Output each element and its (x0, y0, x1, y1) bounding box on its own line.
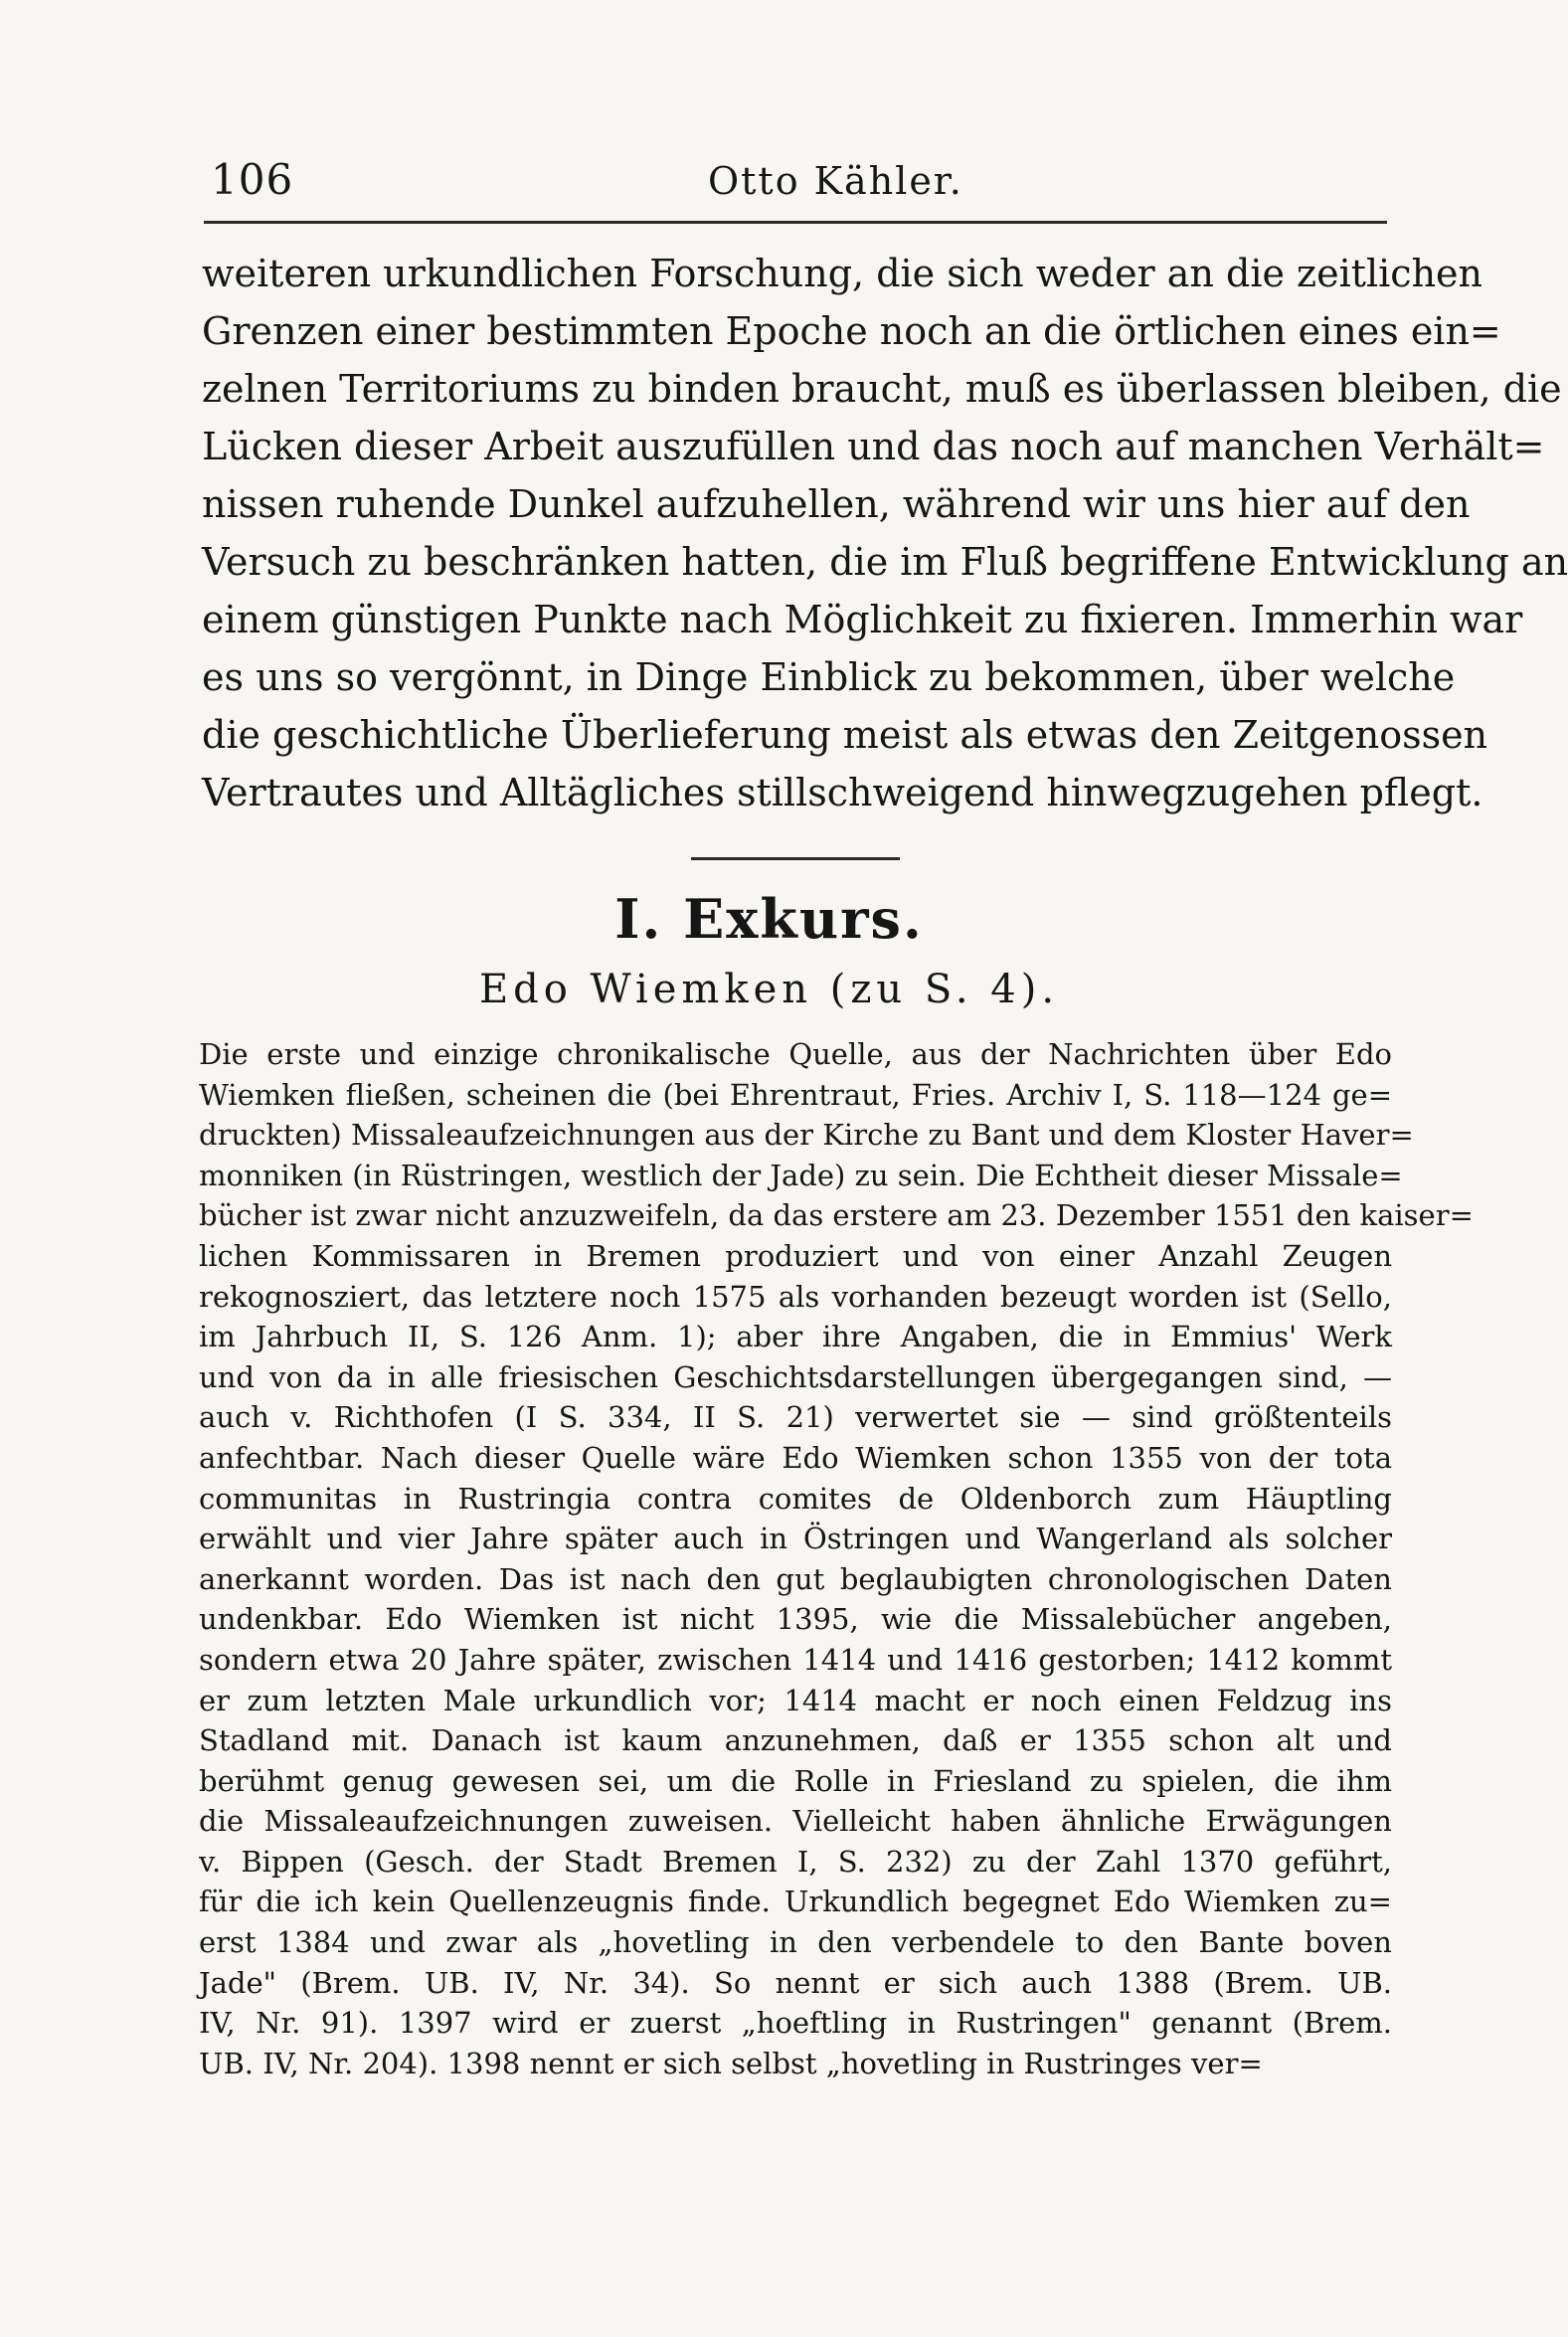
excursus-paragraph (199, 1034, 1474, 2083)
excursus-title: I. Exkurs. (614, 887, 924, 951)
excursus-line: und von da in alle friesischen Geschichtsdarstellungen übergegangen sind, — (199, 1359, 1392, 1394)
text-line: weiteren urkundlichen Forschung, die sich weder an die zeitlichen (202, 252, 1483, 295)
text-line: Grenzen einer bestimmten Epoche noch an die örtlichen eines ein= (202, 309, 1501, 353)
excursus-line: sondern etwa 20 Jahre später, zwischen 1414 und 1416 gestorben; 1412 kommt (199, 1642, 1392, 1677)
excursus-line: Stadland mit. Danach ist kaum anzunehmen, daß er 1355 schon alt und (199, 1723, 1392, 1758)
text-line: Lücken dieser Arbeit auszufüllen und das noch auf manchen Verhält= (202, 425, 1545, 468)
excursus-line: undenkbar. Edo Wiemken ist nicht 1395, wie die Missalebücher angeben, (199, 1602, 1392, 1637)
text-line: Vertrautes und Alltägliches stillschweigend hinwegzugehen pflegt. (202, 771, 1483, 814)
page-number: 106 (211, 155, 294, 204)
text-line: Versuch zu beschränken hatten, die im Fluß begriffene Entwicklung an (202, 540, 1568, 584)
section-divider (691, 857, 900, 860)
excursus-line: monniken (in Rüstringen, westlich der Jade) zu sein. Die Echtheit dieser Missale= (199, 1158, 1403, 1192)
excursus-line: er zum letzten Male urkundlich vor; 1414 macht er noch einen Feldzug ins (199, 1683, 1392, 1717)
excursus-line: für die ich kein Quellenzeugnis finde. Urkundlich begegnet Edo Wiemken zu= (199, 1885, 1392, 1919)
excursus-line: druckten) Missaleaufzeichnungen aus der Kirche zu Bant und dem Kloster Haver= (199, 1118, 1414, 1153)
excursus-line: anfechtbar. Nach dieser Quelle wäre Edo Wiemken schon 1355 von der tota (199, 1440, 1392, 1475)
excursus-line: berühmt genug gewesen sei, um die Rolle in Friesland zu spielen, die ihm (199, 1763, 1392, 1798)
text-line: einem günstigen Punkte nach Möglichkeit zu fixieren. Immerhin war (202, 598, 1523, 641)
excursus-line: lichen Kommissaren in Bremen produziert und von einer Anzahl Zeugen (199, 1238, 1392, 1273)
excursus-subtitle: Edo Wiemken (zu S. 4). (478, 967, 1060, 1012)
excursus-line: bücher ist zwar nicht anzuzweifeln, da das erstere am 23. Dezember 1551 den kaiser= (199, 1198, 1474, 1233)
excursus-line: die Missaleaufzeichnungen zuweisen. Vielleicht haben ähnliche Erwägungen (199, 1804, 1392, 1839)
excursus-line: Wiemken fließen, scheinen die (bei Ehrentraut, Fries. Archiv I, S. 118—124 ge= (199, 1077, 1392, 1112)
excursus-line: v. Bippen (Gesch. der Stadt Bremen I, S. 232) zu der Zahl 1370 geführt, (199, 1844, 1392, 1879)
running-title: Otto Kähler. (708, 159, 963, 203)
header-rule (204, 221, 1387, 224)
excursus-line: rekognosziert, das letztere noch 1575 als vorhanden bezeugt worden ist (Sello, (199, 1279, 1392, 1314)
excursus-line: Die erste und einzige chronikalische Quelle, aus der Nachrichten über Edo (199, 1037, 1392, 1071)
excursus-line: im Jahrbuch II, S. 126 Anm. 1); aber ihre Angaben, die in Emmius' Werk (199, 1320, 1392, 1354)
excursus-line: erwählt und vier Jahre später auch in Östringen und Wangerland als solcher (199, 1522, 1392, 1556)
text-line: es uns so vergönnt, in Dinge Einblick zu bekommen, über welche (202, 655, 1456, 699)
main-paragraph (202, 245, 1568, 821)
excursus-line: communitas in Rustringia contra comites de Oldenborch zum Häuptling (199, 1481, 1392, 1516)
excursus-line: anerkannt worden. Das ist nach den gut beglaubigten chronologischen Daten (199, 1561, 1392, 1596)
text-line: zelnen Territoriums zu binden braucht, muß es überlassen bleiben, die (202, 367, 1562, 411)
excursus-line: IV, Nr. 91). 1397 wird er zuerst „hoeftling in Rustringen" genannt (Brem. (199, 2006, 1392, 2041)
text-line: nissen ruhende Dunkel aufzuhellen, während wir uns hier auf den (202, 482, 1471, 526)
excursus-line: auch v. Richthofen (I S. 334, II S. 21) verwertet sie — sind größtenteils (199, 1400, 1392, 1435)
text-line: die geschichtliche Überlieferung meist als etwas den Zeitgenossen (202, 713, 1488, 757)
excursus-line: Jade" (Brem. UB. IV, Nr. 34). So nennt er sich auch 1388 (Brem. UB. (199, 1965, 1392, 2000)
excursus-line: erst 1384 und zwar als „hovetling in den verbendele to den Bante boven (199, 1925, 1392, 1960)
excursus-line: UB. IV, Nr. 204). 1398 nennt er sich selbst „hovetling in Rustringes ver= (199, 2046, 1263, 2080)
